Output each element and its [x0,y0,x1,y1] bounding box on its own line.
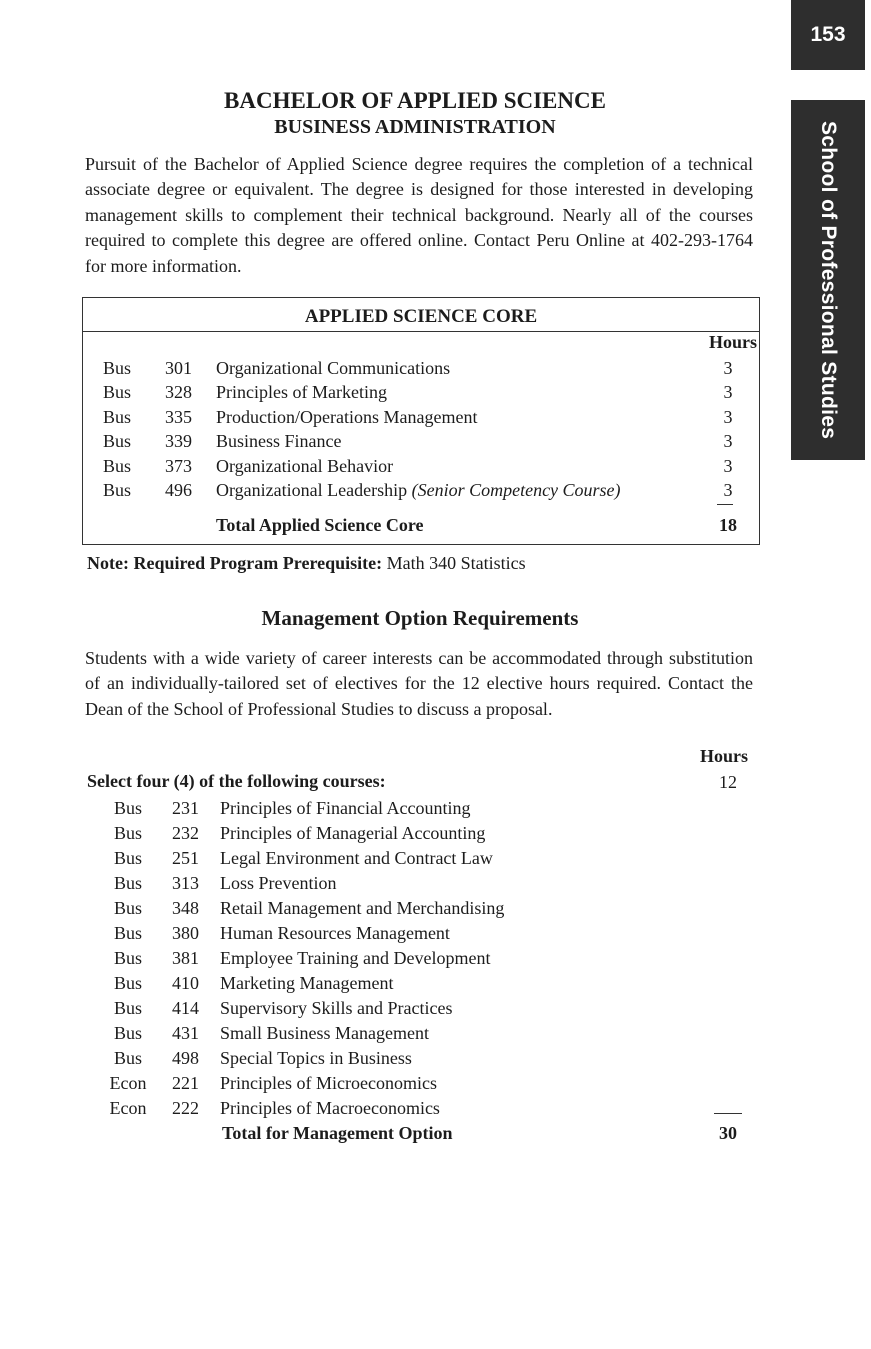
course-dept: Bus [113,798,142,818]
course-title [216,454,393,478]
course-dept: Bus [103,358,132,378]
course-title-text: Principles of Marketing [216,382,387,403]
core-course-row [83,380,759,404]
course-title: Principles of Microeconomics [220,1073,437,1093]
management-hours-header: Hours [700,746,749,766]
course-number: 380 [172,923,199,943]
course-dept: Bus [103,431,132,452]
course-dept: Bus [103,455,132,476]
course-title [216,478,621,502]
management-course-row [0,846,700,870]
management-course-row [0,1096,700,1120]
core-course-row [83,454,759,478]
course-title: Marketing Management [220,973,394,993]
course-title: Principles of Financial Accounting [220,798,471,818]
course-number: 328 [165,382,192,403]
course-hours: 3 [723,382,733,403]
course-title: Loss Prevention [220,873,337,893]
course-dept: Bus [113,898,142,918]
page-subtitle: BUSINESS ADMINISTRATION [274,116,556,138]
page-title: BACHELOR OF APPLIED SCIENCE [224,88,606,113]
course-hours: 3 [723,431,733,452]
management-heading: Management Option Requirements [261,606,579,630]
course-dept: Bus [103,382,132,403]
course-number: 222 [172,1098,199,1118]
course-dept: Bus [113,848,142,868]
course-title [216,380,387,404]
course-hours: 3 [723,455,733,476]
management-course-row [0,996,700,1020]
course-number: 431 [172,1023,199,1043]
course-dept: Econ [109,1098,147,1118]
course-number: 232 [172,823,199,843]
core-course-row [83,429,759,453]
management-course-row [0,1071,700,1095]
prerequisite-note-text: Math 340 Statistics [386,553,526,573]
course-number: 496 [165,480,192,500]
course-title-text: Business Finance [216,431,342,452]
course-dept: Bus [113,973,142,993]
course-number: 339 [165,431,192,452]
course-title: Retail Management and Merchandising [220,898,505,918]
course-title-text: Organizational Behavior [216,455,394,476]
intro-paragraph: Pursuit of the Bachelor of Applied Science degree requires the completion of a technical associate degree or equivalent. The degree is designed for those interested in developing management skills to complement their technical background. Nearly all of the courses required to complete this degree are offered online. Contact Peru Online at 402-293-1764 for more information. [85,154,753,276]
course-title-text: Organizational Leadership [216,480,408,500]
course-dept: Bus [103,406,132,427]
course-dept: Bus [113,1048,142,1068]
course-title-note: (Senior Competency Course) [411,480,621,500]
page-number [791,0,865,70]
course-number: 251 [172,848,199,868]
management-total-hours: 30 [719,1123,737,1143]
management-course-row [0,946,700,970]
course-number: 498 [172,1048,199,1068]
course-number: 414 [172,998,199,1018]
core-total-hours: 18 [719,515,737,535]
management-course-row [0,796,700,820]
core-hours-header: Hours [708,332,757,352]
course-dept: Econ [109,1073,147,1093]
course-number: 231 [172,798,199,818]
management-course-row [0,921,700,945]
management-course-row [0,1046,700,1070]
core-sum-rule [717,504,733,505]
course-title-text: Organizational Communications [216,358,451,378]
course-hours: 3 [723,358,733,378]
course-title: Supervisory Skills and Practices [220,998,453,1018]
management-course-row [0,971,700,995]
course-number: 348 [172,898,199,918]
course-title: Special Topics in Business [220,1048,412,1068]
course-number: 301 [165,358,192,378]
core-course-row [83,405,759,429]
select-hours: 12 [719,772,737,792]
page-number-text: 153 [810,23,846,46]
course-title: Principles of Macroeconomics [220,1098,440,1118]
course-title-text: Production/Operations Management [216,406,478,427]
prerequisite-note [87,553,526,574]
course-dept: Bus [113,998,142,1018]
course-number: 313 [172,873,199,893]
management-course-row [0,896,700,920]
course-number: 335 [165,406,192,427]
course-hours: 3 [723,406,733,427]
section-tab [791,100,865,460]
course-dept: Bus [113,873,142,893]
core-heading: APPLIED SCIENCE CORE [304,306,538,327]
course-number: 221 [172,1073,199,1093]
core-heading-divider [83,331,759,332]
course-title [216,429,342,453]
course-dept: Bus [113,1023,142,1043]
management-course-row [0,1021,700,1045]
course-number: 410 [172,973,199,993]
course-title: Legal Environment and Contract Law [220,848,493,868]
course-title [216,356,450,380]
management-total-label: Total for Management Option [222,1123,453,1143]
core-course-row [83,478,759,502]
course-title: Human Resources Management [220,923,450,943]
course-number: 381 [172,948,199,968]
course-title [216,405,477,429]
course-title: Employee Training and Development [220,948,491,968]
core-total-row [83,513,759,537]
management-course-row [0,871,700,895]
course-dept: Bus [113,823,142,843]
select-courses-label: Select four (4) of the following courses: [87,771,386,791]
course-title: Principles of Managerial Accounting [220,823,486,843]
section-tab-label: School of Professional Studies [817,120,840,440]
core-total-label: Total Applied Science Core [216,515,424,535]
core-course-row [83,356,759,380]
applied-science-core-table [82,297,760,545]
management-sum-rule [714,1113,742,1114]
course-dept: Bus [103,480,132,500]
prerequisite-note-label: Note: Required Program Prerequisite: [87,553,383,573]
management-intro: Students with a wide variety of career interests can be accommodated through substitution of an individually-tailored set of electives for the 12 elective hours required. Contact the Dean of the School of Professional Studies to discuss a proposal. [85,648,753,719]
course-hours: 3 [723,480,733,500]
course-title: Small Business Management [220,1023,429,1043]
management-course-row [0,821,700,845]
course-dept: Bus [113,923,142,943]
course-dept: Bus [113,948,142,968]
course-number: 373 [165,455,192,476]
